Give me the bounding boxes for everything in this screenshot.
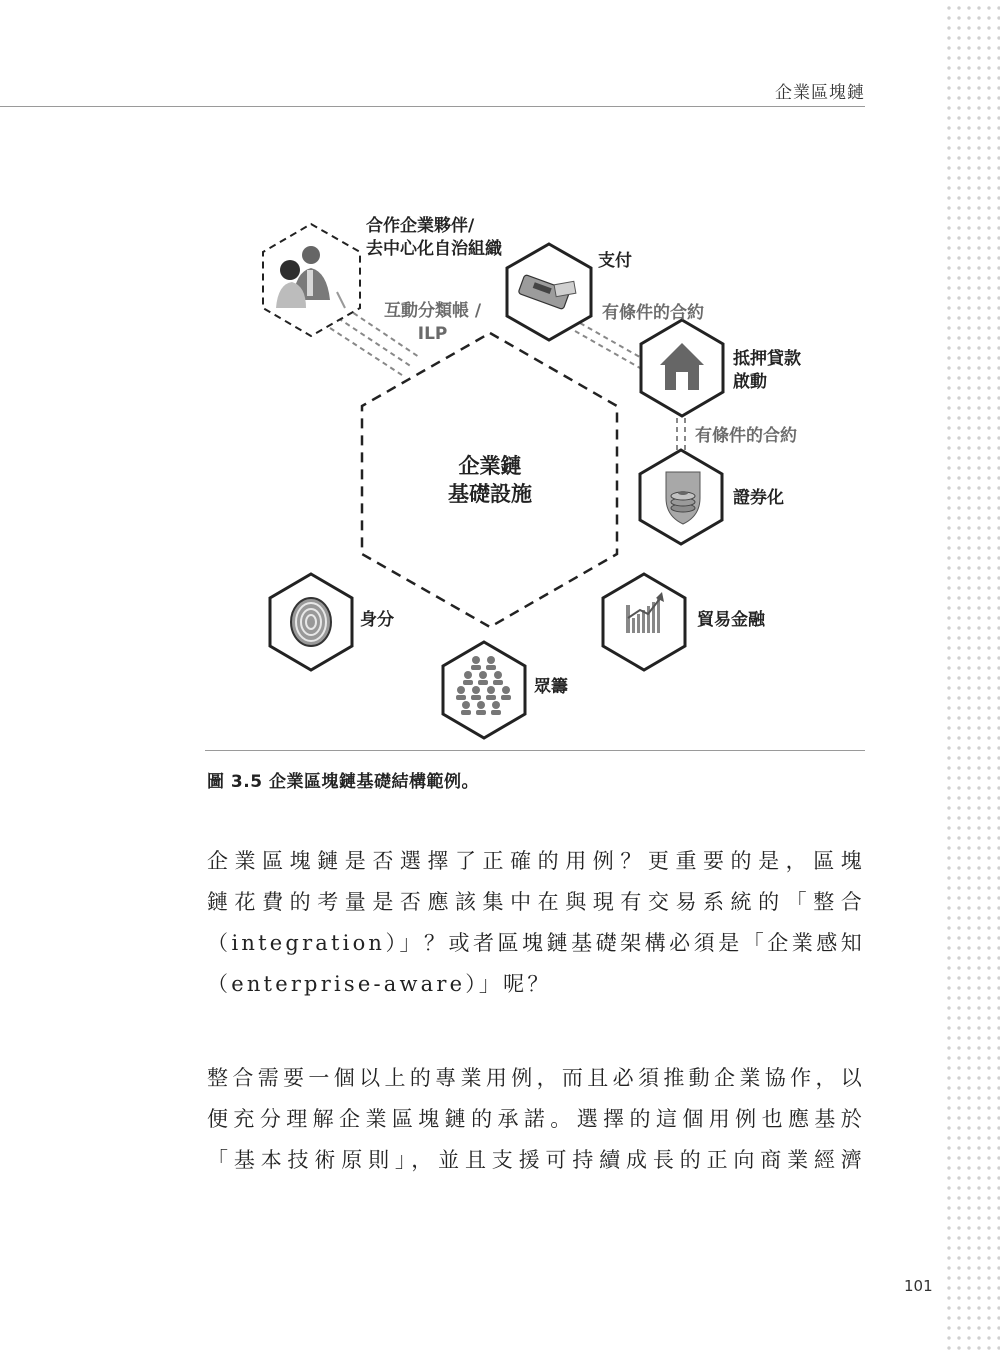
center-label-line2: 基礎設施 xyxy=(448,482,532,506)
label-identity: 身分 xyxy=(360,610,394,630)
page-number: 101 xyxy=(904,1277,933,1295)
label-ledger: 互動分類帳 / ILP xyxy=(384,301,482,344)
label-trade-finance: 貿易金融 xyxy=(697,610,765,630)
running-title: 企業區塊鏈 xyxy=(775,83,865,103)
caption-rule xyxy=(205,750,865,751)
fingerprint-icon xyxy=(291,598,331,646)
paragraph-line: 「基本技術原則」，並且支援可持續成長的正向商業經濟 xyxy=(207,1148,865,1172)
label-partners: 合作企業夥伴/ 去中心化自治組織 xyxy=(366,216,502,259)
connector-payment-mortgage xyxy=(575,323,645,368)
figure-caption: 圖 3.5 企業區塊鏈基礎結構範例。 xyxy=(207,772,479,792)
paragraph-line: 整合需要一個以上的專業用例，而且必須推動企業協作，以 xyxy=(207,1066,865,1090)
label-contract-2: 有條件的合約 xyxy=(695,426,797,446)
label-mortgage: 抵押貸款 啟動 xyxy=(733,349,801,392)
paragraph-2 xyxy=(207,1058,865,1181)
paragraph-1 xyxy=(207,841,865,1005)
paragraph-line: 企業區塊鏈是否選擇了正確的用例？更重要的是，區塊 xyxy=(207,849,865,873)
center-label-line1: 企業鏈 xyxy=(458,454,522,478)
label-contract-1: 有條件的合約 xyxy=(602,303,704,323)
paragraph-line: 便充分理解企業區塊鏈的承諾。選擇的這個用例也應基於 xyxy=(207,1107,865,1131)
paragraph-line: （enterprise-aware）」呢？ xyxy=(207,972,552,996)
label-payment: 支付 xyxy=(598,251,632,271)
label-securitization: 證券化 xyxy=(733,488,784,508)
paragraph-line: （integration）」？或者區塊鏈基礎架構必須是「企業感知 xyxy=(207,931,865,955)
paragraph-line: 鏈花費的考量是否應該集中在與現有交易系統的「整合 xyxy=(207,890,865,914)
center-label xyxy=(420,452,560,508)
label-crowdfunding: 眾籌 xyxy=(534,677,568,697)
connector-mortgage-securitization xyxy=(677,418,685,452)
crowdfunding-hexagon xyxy=(443,642,525,738)
